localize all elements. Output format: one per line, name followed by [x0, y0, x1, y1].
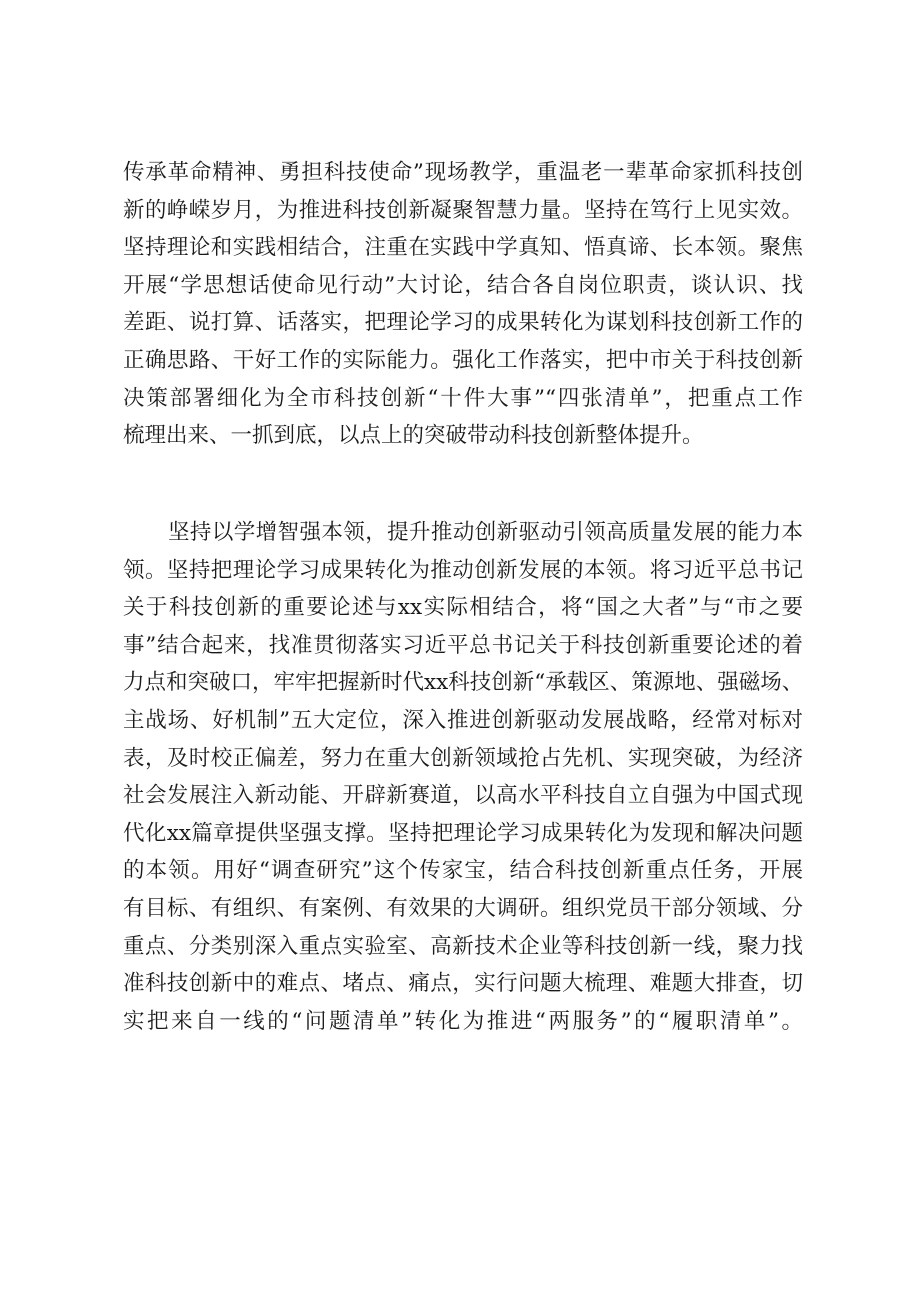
- text-line: 坚持理论和实践相结合，注重在实践中学真知、悟真谛、长本领。聚焦: [123, 235, 803, 261]
- text-line: 事”结合起来，找准贯彻落实习近平总书记关于科技创新重要论述的着: [123, 632, 803, 658]
- text-line: 表，及时校正偏差，努力在重大创新领域抢占先机、实现突破，为经济: [123, 745, 803, 771]
- paragraph-2: [123, 514, 803, 1040]
- paragraph-1: [123, 154, 803, 455]
- text-line: 的本领。用好“调查研究”这个传家宝，结合科技创新重点任务，开展: [123, 858, 803, 884]
- text-line: 实把来自一线的“问题清单”转化为推进“两服务”的“履职清单”。: [123, 1008, 803, 1034]
- text-line: 主战场、好机制”五大定位，深入推进创新驱动发展战略，经常对标对: [123, 707, 803, 733]
- text-line: 梳理出来、一抓到底，以点上的突破带动科技创新整体提升。: [123, 423, 704, 449]
- text-line: 新的峥嵘岁月，为推进科技创新凝聚智慧力量。坚持在笃行上见实效。: [123, 197, 803, 223]
- text-line: 坚持以学增智强本领，提升推动创新驱动引领高质量发展的能力本: [168, 520, 803, 545]
- text-line: 准科技创新中的难点、堵点、痛点，实行问题大梳理、难题大排查，切: [123, 971, 803, 997]
- text-line: 有目标、有组织、有案例、有效果的大调研。组织党员干部分领域、分: [123, 895, 803, 921]
- text-line: 正确思路、干好工作的实际能力。强化工作落实，把中市关于科技创新: [123, 347, 803, 373]
- text-line: 力点和突破口，牢牢把握新时代xx科技创新“承载区、策源地、强磁场、: [123, 670, 804, 696]
- text-line: 差距、说打算、话落实，把理论学习的成果转化为谋划科技创新工作的: [123, 310, 803, 336]
- text-line: 重点、分类别深入重点实验室、高新技术企业等科技创新一线，聚力找: [123, 933, 803, 959]
- text-line: 关于科技创新的重要论述与xx实际相结合，将“国之大者”与“市之要: [123, 595, 803, 621]
- text-line: 代化xx篇章提供坚强支撑。坚持把理论学习成果转化为发现和解决问题: [123, 820, 803, 846]
- text-line: 社会发展注入新动能、开辟新赛道，以高水平科技自立自强为中国式现: [123, 783, 803, 809]
- text-line: 领。坚持把理论学习成果转化为推动创新发展的本领。将习近平总书记: [123, 557, 803, 583]
- text-line: 开展“学思想话使命见行动”大讨论，结合各自岗位职责，谈认识、找: [123, 272, 803, 298]
- text-line: 决策部署细化为全市科技创新“十件大事”“四张清单”，把重点工作: [123, 385, 803, 411]
- text-line: 传承革命精神、勇担科技使命”现场教学，重温老一辈革命家抓科技创: [123, 160, 803, 185]
